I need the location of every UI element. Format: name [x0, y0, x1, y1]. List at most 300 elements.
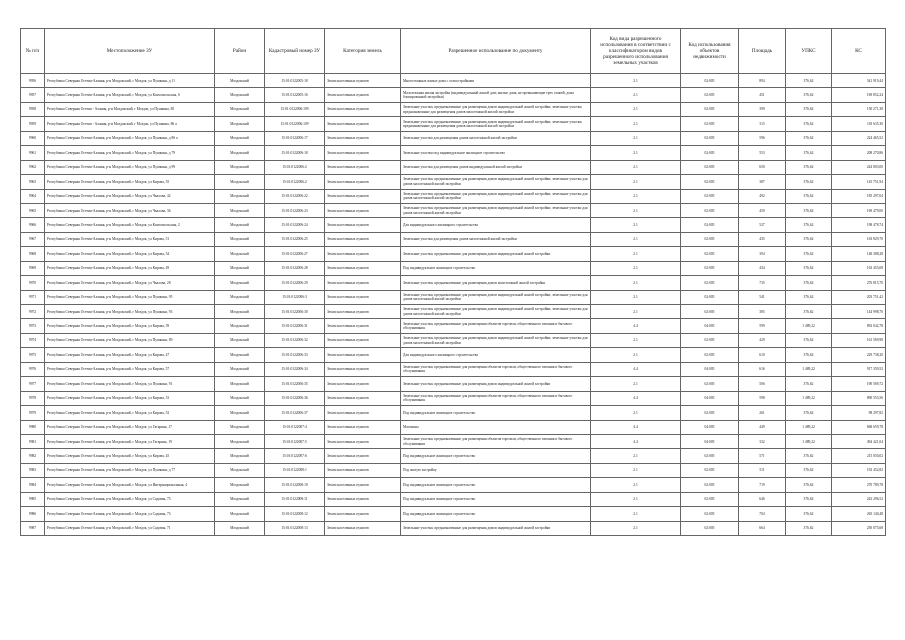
- cell-location: [45, 88, 215, 102]
- cell-object-code: [681, 175, 739, 189]
- cell-ks: [832, 74, 886, 88]
- cell-cadastral-number: [265, 102, 325, 116]
- cell-upks: [786, 131, 832, 145]
- cell-district-text: Моздокский: [230, 78, 249, 83]
- cell-cadastral-number: [265, 420, 325, 434]
- cell-upks: [786, 449, 832, 463]
- cell-object-code: [681, 232, 739, 246]
- cell-cadastral-number: [265, 203, 325, 217]
- table-row: [21, 492, 886, 506]
- cell-area: [739, 290, 786, 304]
- cell-use-code-text: 4.4: [633, 439, 638, 444]
- cell-district-text: Моздокский: [230, 222, 249, 227]
- cell-permitted-use: [401, 449, 591, 463]
- cell-number: [21, 492, 45, 506]
- col-header-use-code: Код вида разрешенного использования в соответствии с классификатором видов разрешенного использования земельных участков: [591, 29, 681, 74]
- col-header-district: Район: [215, 29, 265, 74]
- cell-upks-text: 1 489,22: [802, 396, 815, 401]
- cell-location: [45, 203, 215, 217]
- cell-object-code-text: 02:005: [704, 482, 715, 487]
- cell-area-text: 616: [759, 367, 765, 372]
- cell-district-text: Моздокский: [230, 266, 249, 271]
- cell-permitted-use: [401, 232, 591, 246]
- cell-upks: [786, 319, 832, 333]
- cell-ks: [832, 492, 886, 506]
- cell-district: [215, 203, 265, 217]
- cell-number: [21, 102, 45, 116]
- cell-location-text: Республика Северная Осетия-Алания, р-н Моздокский, г Моздок, ул Чкалова, 42: [47, 194, 171, 199]
- cell-land-category: [325, 146, 401, 160]
- cell-district-text: Моздокский: [230, 150, 249, 155]
- cell-ks-text: 890 553,56: [866, 396, 883, 401]
- cell-number: [21, 434, 45, 448]
- cell-permitted-use-text: Земельные участки для размещения домов малоэтажной жилой застройки: [403, 237, 517, 242]
- cell-permitted-use: [401, 420, 591, 434]
- cell-location: [45, 74, 215, 88]
- cell-number-text: 9984: [28, 482, 37, 487]
- cell-use-code: [591, 362, 681, 376]
- cell-permitted-use-text: Земельные участки, предназначенные для размещения домов индивидуальной жилой застройки; земельные участки для домов малоэтажной жилой застройки: [403, 292, 588, 302]
- cell-use-code: [591, 290, 681, 304]
- cell-use-code: [591, 117, 681, 131]
- cell-land-category-text: Земли населенных пунктов: [327, 468, 369, 473]
- cell-land-category: [325, 406, 401, 420]
- cell-cadastral-number: [265, 362, 325, 376]
- cell-location: [45, 333, 215, 347]
- cell-area-text: 261: [759, 410, 765, 415]
- cell-cadastral-number: [265, 449, 325, 463]
- cell-cadastral-number-text: 15:01:0122008:1: [282, 468, 307, 473]
- cell-permitted-use: [401, 463, 591, 477]
- cell-location-text: Республика Северная Осетия-Алания, р-н Моздокский, г Моздок, ул Кирова, 53: [47, 396, 170, 401]
- cell-ks: [832, 160, 886, 174]
- cell-district: [215, 74, 265, 88]
- cell-area-text: 434: [759, 266, 765, 271]
- col-header-cadastral-number: Кадастровый номер ЗУ: [265, 29, 325, 74]
- cell-permitted-use: [401, 276, 591, 290]
- cell-use-code: [591, 348, 681, 362]
- cell-area-text: 735: [759, 280, 765, 285]
- cell-district: [215, 117, 265, 131]
- cell-land-category: [325, 102, 401, 116]
- cell-use-code-text: 2.1: [633, 251, 638, 256]
- cell-cadastral-number-text: 15:01:0122006:109: [280, 107, 309, 112]
- cell-land-category: [325, 88, 401, 102]
- cell-ks: [832, 203, 886, 217]
- cell-area: [739, 449, 786, 463]
- cell-object-code: [681, 102, 739, 116]
- cell-object-code: [681, 362, 739, 376]
- cell-cadastral-number: [265, 507, 325, 521]
- cell-number-text: 9969: [28, 266, 37, 271]
- cell-area-text: 650: [759, 165, 765, 170]
- cell-use-code: [591, 492, 681, 506]
- cell-location: [45, 175, 215, 189]
- cell-land-category-text: Земли населенных пунктов: [327, 396, 369, 401]
- cell-permitted-use-text: Земельные участки, предназначенные для размещения домов малоэтажной жилой застройки: [403, 280, 546, 285]
- cell-ks: [832, 218, 886, 232]
- cell-land-category-text: Земли населенных пунктов: [327, 439, 369, 444]
- cell-upks-text: 376,62: [803, 453, 814, 458]
- cell-permitted-use: [401, 305, 591, 319]
- cell-cadastral-number-text: 15:01:0122006:31: [281, 324, 308, 328]
- cell-location-text: Республика Северная Осетия-Алания, р-н Моздокский, г Моздок, ул Кирова, 52: [47, 410, 170, 415]
- cell-use-code-text: 4.4: [633, 324, 638, 328]
- cell-upks: [786, 348, 832, 362]
- cell-use-code-text: 2.1: [633, 222, 638, 227]
- cell-upks: [786, 420, 832, 434]
- cell-object-code-text: 02:005: [704, 194, 715, 199]
- cell-ks: [832, 507, 886, 521]
- cell-use-code: [591, 160, 681, 174]
- cell-number-text: 9957: [28, 93, 37, 97]
- cell-use-code-text: 2.1: [633, 453, 638, 458]
- cell-area: [739, 305, 786, 319]
- cell-number-text: 9987: [28, 526, 37, 531]
- cell-permitted-use-text: Под индивидуальное жилищное строительство: [403, 497, 476, 502]
- cell-ks-text: 161 569,98: [866, 338, 883, 343]
- cell-upks-text: 376,62: [803, 468, 814, 473]
- cell-district-text: Моздокский: [230, 425, 249, 430]
- cell-use-code-text: 2.1: [633, 165, 638, 170]
- cell-location-text: Республика Северная Осетия-Алания, р-н Моздокский, г Моздок, ул Пушкина, д 77: [47, 468, 176, 473]
- cell-ks-text: 98 297,82: [868, 410, 883, 415]
- cell-district-text: Моздокский: [230, 468, 249, 473]
- cell-use-code: [591, 333, 681, 347]
- table-row: [21, 507, 886, 521]
- cell-location: [45, 492, 215, 506]
- cell-land-category-text: Земли населенных пунктов: [327, 482, 369, 487]
- cell-district-text: Моздокский: [230, 410, 249, 415]
- cell-object-code-text: 02:005: [704, 381, 715, 386]
- cell-cadastral-number-text: 15:01:0122006:2: [282, 165, 307, 170]
- cell-object-code-text: 04:005: [704, 439, 715, 444]
- cell-area-text: 553: [759, 150, 765, 155]
- cell-district-text: Моздокский: [230, 208, 249, 213]
- cell-permitted-use: [401, 218, 591, 232]
- cell-permitted-use: [401, 102, 591, 116]
- table-row: [21, 434, 886, 448]
- cell-district-text: Моздокский: [230, 93, 249, 97]
- cell-object-code-text: 02:005: [704, 280, 715, 285]
- cell-district: [215, 348, 265, 362]
- cell-ks-text: 224 465,52: [866, 136, 883, 141]
- col-header-number: № п/п: [21, 29, 45, 74]
- cell-cadastral-number-text: 15:01:0122005:18: [281, 78, 308, 83]
- cell-land-category-text: Земли населенных пунктов: [327, 295, 369, 300]
- cell-object-code-text: 02:005: [704, 511, 715, 516]
- cell-use-code-text: 2.1: [633, 179, 638, 184]
- cell-cadastral-number: [265, 478, 325, 492]
- table-row: [21, 189, 886, 203]
- cell-object-code: [681, 377, 739, 391]
- cell-location: [45, 434, 215, 448]
- cell-permitted-use-text: Земельные участки, предназначенные для размещения домов индивидуальной жилой застройки: [403, 251, 551, 256]
- cell-ks: [832, 348, 886, 362]
- cell-number: [21, 146, 45, 160]
- cell-number: [21, 203, 45, 217]
- cell-land-category: [325, 333, 401, 347]
- cell-ks-text: 341 919,44: [866, 78, 883, 83]
- cell-area: [739, 261, 786, 275]
- cell-district: [215, 232, 265, 246]
- cell-use-code-text: 2.1: [633, 511, 638, 516]
- cell-cadastral-number: [265, 290, 325, 304]
- cell-location: [45, 189, 215, 203]
- cell-land-category: [325, 420, 401, 434]
- cell-district: [215, 247, 265, 261]
- table-row: [21, 102, 886, 116]
- cell-ks: [832, 478, 886, 492]
- cell-number-text: 9970: [28, 280, 37, 285]
- cell-area: [739, 348, 786, 362]
- cell-number-text: 9962: [28, 165, 37, 170]
- cell-location-text: Республика Северная Осетия-Алания, р-н Моздокский, г Моздок, ул Садовая, 75: [47, 497, 171, 502]
- cell-ks: [832, 290, 886, 304]
- cell-upks: [786, 434, 832, 448]
- cell-area-text: 664: [759, 526, 765, 531]
- cell-ks-text: 668 659,78: [866, 425, 883, 430]
- cell-upks-text: 376,62: [803, 338, 814, 343]
- cell-cadastral-number: [265, 189, 325, 203]
- cell-use-code: [591, 74, 681, 88]
- cell-number-text: 9960: [28, 136, 37, 141]
- cell-permitted-use-text: Магазины: [403, 425, 419, 430]
- cell-use-code: [591, 218, 681, 232]
- cell-area-text: 646: [759, 497, 765, 502]
- table-row: [21, 160, 886, 174]
- cell-permitted-use: [401, 507, 591, 521]
- cell-upks: [786, 247, 832, 261]
- cell-object-code-text: 02:005: [704, 150, 715, 155]
- cell-number-text: 9979: [28, 410, 37, 415]
- cell-number: [21, 463, 45, 477]
- table-row: [21, 521, 886, 535]
- table-row: [21, 449, 886, 463]
- cell-district-text: Моздокский: [230, 352, 249, 357]
- cell-district: [215, 391, 265, 405]
- cell-number: [21, 189, 45, 203]
- cell-area: [739, 478, 786, 492]
- cell-object-code: [681, 434, 739, 448]
- cell-upks-text: 376,62: [803, 497, 814, 502]
- cell-cadastral-number-text: 15:01:0122007:6: [282, 453, 307, 458]
- cell-object-code-text: 02:005: [704, 309, 715, 314]
- cell-object-code: [681, 218, 739, 232]
- cell-number: [21, 74, 45, 88]
- cell-object-code-text: 02:005: [704, 165, 715, 170]
- cell-land-category-text: Земли населенных пунктов: [327, 107, 369, 112]
- cell-district: [215, 521, 265, 535]
- table-row: [21, 232, 886, 246]
- cell-land-category-text: Земли населенных пунктов: [327, 165, 369, 170]
- cell-location-text: Республика Северная Осетия-Алания, р-н Моздокский, г Моздок, ул Чкалова, 28: [47, 280, 171, 285]
- cell-area-text: 704: [759, 511, 765, 516]
- cell-use-code: [591, 478, 681, 492]
- cell-location-text: Республика Северная Осетия-Алания, р-н Моздокский, г Моздок, ул Пушкина, 95: [47, 295, 173, 300]
- cell-upks-text: 376,62: [803, 165, 814, 170]
- cell-number-text: 9964: [28, 194, 37, 199]
- cell-location-text: Республика Северная Осетия-Алания, р-н Моздокский, г Моздок, ул Кирова, 47: [47, 352, 170, 357]
- cell-land-category-text: Земли населенных пунктов: [327, 352, 369, 357]
- table-row: [21, 319, 886, 333]
- cell-land-category-text: Земли населенных пунктов: [327, 425, 369, 430]
- cell-object-code-text: 04:005: [704, 425, 715, 430]
- cell-use-code: [591, 203, 681, 217]
- cell-upks: [786, 362, 832, 376]
- cell-upks: [786, 463, 832, 477]
- cell-use-code: [591, 406, 681, 420]
- cell-upks: [786, 290, 832, 304]
- cell-number: [21, 521, 45, 535]
- cell-land-category-text: Земли населенных пунктов: [327, 222, 369, 227]
- cell-area-text: 492: [759, 194, 765, 199]
- cell-district: [215, 362, 265, 376]
- cell-land-category: [325, 434, 401, 448]
- cell-ks: [832, 131, 886, 145]
- cell-ks-text: 892 042,78: [866, 324, 883, 328]
- cell-permitted-use-text: Земельные участки, предназначенные для размещения домов индивидуальной жилой застройки; земельные участки для домов малоэтажной жилой застройки: [403, 177, 588, 186]
- cell-ks: [832, 189, 886, 203]
- cell-location-text: Республика Северная Осетия-Алания, р-н Моздокский, г Моздок, ул Гагарина, 17: [47, 425, 172, 430]
- cell-use-code-text: 2.1: [633, 121, 638, 126]
- cell-permitted-use: [401, 261, 591, 275]
- table-row: [21, 377, 886, 391]
- cell-district-text: Моздокский: [230, 526, 249, 531]
- cell-object-code: [681, 276, 739, 290]
- cell-use-code: [591, 434, 681, 448]
- cell-use-code: [591, 449, 681, 463]
- cell-land-category: [325, 276, 401, 290]
- table-row: [21, 420, 886, 434]
- cell-permitted-use-text: Под индивидуальное жилищное строительство: [403, 410, 476, 415]
- table-row: [21, 146, 886, 160]
- cell-district: [215, 420, 265, 434]
- cell-district: [215, 218, 265, 232]
- cell-object-code: [681, 189, 739, 203]
- cell-upks: [786, 406, 832, 420]
- table-row: [21, 261, 886, 275]
- cell-permitted-use: [401, 290, 591, 304]
- cell-area-text: 506: [759, 381, 765, 386]
- cell-area-text: 399: [759, 107, 765, 112]
- cell-land-category: [325, 131, 401, 145]
- cell-permitted-use-text: Для индивидуального жилищного строительства: [403, 222, 478, 227]
- cell-land-category-text: Земли населенных пунктов: [327, 280, 369, 285]
- cell-number: [21, 406, 45, 420]
- cell-area: [739, 333, 786, 347]
- cell-use-code-text: 2.1: [633, 266, 638, 271]
- cell-object-code-text: 02:005: [704, 251, 715, 256]
- cell-location: [45, 102, 215, 116]
- cell-number-text: 9978: [28, 396, 37, 401]
- cell-permitted-use: [401, 146, 591, 160]
- cell-use-code: [591, 247, 681, 261]
- cell-location-text: Республика Северная Осетия-Алания, р-н Моздокский, г Моздок, ул Пушкина, 93: [47, 309, 173, 314]
- cell-land-category-text: Земли населенных пунктов: [327, 367, 369, 372]
- cell-location: [45, 218, 215, 232]
- cell-object-code-text: 02:005: [704, 497, 715, 502]
- cell-permitted-use-text: Под индивидуальное жилищное строительство: [403, 511, 476, 516]
- cell-use-code: [591, 102, 681, 116]
- cell-upks-text: 376,62: [803, 309, 814, 314]
- cell-use-code-text: 4.4: [633, 367, 638, 372]
- cell-use-code-text: 2.1: [633, 338, 638, 343]
- cell-area-text: 571: [759, 453, 765, 458]
- cell-object-code: [681, 305, 739, 319]
- cell-cadastral-number-text: 15:01:0122006:109: [280, 121, 309, 126]
- cell-area: [739, 362, 786, 376]
- cell-cadastral-number-text: 15:01:0122006:2: [282, 179, 307, 184]
- cell-upks-text: 376,62: [803, 381, 814, 386]
- cell-ks: [832, 232, 886, 246]
- cell-use-code: [591, 463, 681, 477]
- cell-cadastral-number-text: 15:01:0122006:29: [281, 280, 308, 285]
- cell-land-category: [325, 232, 401, 246]
- cell-permitted-use: [401, 406, 591, 420]
- cell-upks-text: 376,62: [803, 511, 814, 516]
- cell-district-text: Моздокский: [230, 309, 249, 314]
- cell-land-category: [325, 290, 401, 304]
- cell-upks: [786, 175, 832, 189]
- cell-land-category-text: Земли населенных пунктов: [327, 208, 369, 213]
- cell-ks: [832, 463, 886, 477]
- cell-use-code-text: 2.1: [633, 352, 638, 357]
- cell-location-text: Республика Северная Осетия-Алания, р-н Моздокский, г Моздок, ул Пушкина, д 79: [47, 150, 176, 155]
- table-row: [21, 203, 886, 217]
- cell-cadastral-number: [265, 521, 325, 535]
- cell-area-text: 315: [759, 121, 765, 126]
- cell-cadastral-number: [265, 175, 325, 189]
- cell-ks-text: 243 296,52: [866, 497, 883, 502]
- col-header-upks: УПКС: [786, 29, 832, 74]
- cell-use-code: [591, 420, 681, 434]
- cell-land-category: [325, 261, 401, 275]
- cell-permitted-use-text: Земельные участки под индивидуальное жилищное строительство: [403, 150, 506, 155]
- cell-object-code: [681, 348, 739, 362]
- cell-use-code: [591, 276, 681, 290]
- cell-permitted-use-text: Под жилую застройку: [403, 468, 437, 473]
- cell-object-code-text: 02:005: [704, 453, 715, 458]
- cell-ks: [832, 434, 886, 448]
- cell-location-text: Республика Северная Осетия-Алания, р-н Моздокский, г Моздок, ул Комсомольская, 6: [47, 93, 180, 97]
- cell-cadastral-number-text: 15:01:0122005:16: [281, 93, 308, 97]
- cell-object-code-text: 02:005: [704, 222, 715, 227]
- cell-number-text: 9972: [28, 309, 37, 314]
- cell-district: [215, 478, 265, 492]
- cell-land-category: [325, 492, 401, 506]
- cell-location-text: Республика Северная Осетия-Алания, р-н Моздокский, г Моздок, ул Пушкина, д 99: [47, 165, 176, 170]
- table-row: [21, 290, 886, 304]
- cell-land-category-text: Земли населенных пунктов: [327, 324, 369, 328]
- cell-upks-text: 376,62: [803, 121, 814, 126]
- cell-district-text: Моздокский: [230, 136, 249, 141]
- cell-cadastral-number-text: 15:01:0122006:33: [281, 352, 308, 357]
- cell-upks-text: 376,62: [803, 222, 814, 227]
- cell-permitted-use: [401, 203, 591, 217]
- cell-area-text: 511: [759, 468, 765, 473]
- col-header-land-category: Категория земель: [325, 29, 401, 74]
- cell-cadastral-number-text: 15:01:0122006:18: [281, 150, 308, 155]
- cell-number-text: 9974: [28, 338, 37, 343]
- cell-permitted-use-text: Под индивидуальное жилищное строительство: [403, 266, 476, 271]
- cell-district-text: Моздокский: [230, 453, 249, 458]
- cell-ks: [832, 406, 886, 420]
- cell-area-text: 332: [759, 439, 765, 444]
- cell-cadastral-number-text: 15:01:0122007:5: [282, 439, 307, 444]
- col-header-object-code: Код использования объектов недвижимости: [681, 29, 739, 74]
- cell-permitted-use-text: Земельные участки для размещения домов индивидуальной жилой застройки: [403, 165, 522, 170]
